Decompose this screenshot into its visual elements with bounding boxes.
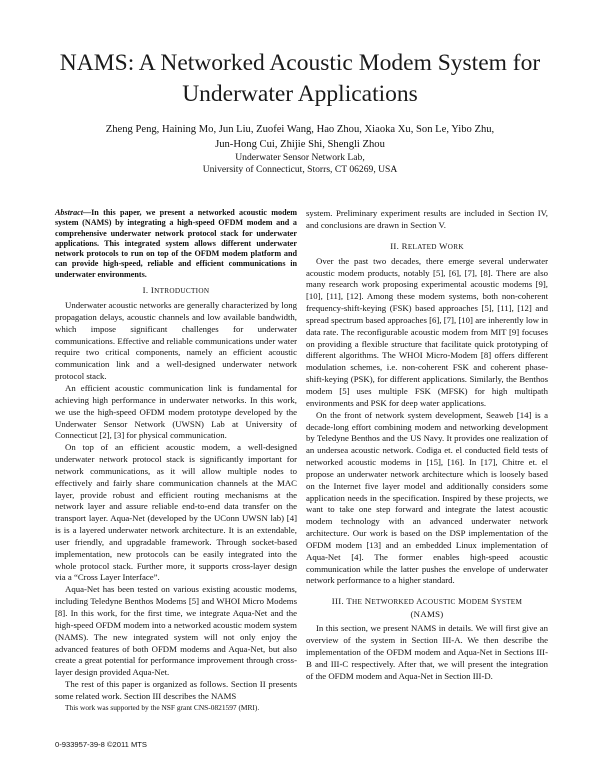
heading-initial: T: [346, 596, 353, 607]
abstract-label: Abstract: [55, 208, 83, 217]
heading-initial: N: [364, 596, 372, 607]
heading-initial: A: [416, 596, 423, 607]
authors-line-2: Jun-Hong Cui, Zhijie Shi, Shengli Zhou: [215, 138, 385, 150]
heading-initial: I: [150, 285, 155, 296]
abstract: [55, 208, 297, 280]
section-numeral: III.: [331, 596, 344, 607]
heading-rest: ELATED: [407, 242, 437, 251]
heading-initial: R: [401, 240, 408, 251]
right-body-1: [306, 208, 548, 232]
authors-line-1: Zheng Peng, Haining Mo, Jun Liu, Zuofei Wang, Hao Zhou, Xiaoka Xu, Son Le, Yibo Zhu,: [105, 124, 495, 135]
right-column: [306, 208, 548, 683]
body-paragraph: On top of an efficient acoustic modem, a well-designed underwater network protocol stack is significantly important for network communications, as it will allow multiple nodes to effectively and fairly share communication channels at the MAC layer, provide robust and efficient routing mechanisms at the network layer and assure reliable end-to-end data transfer on the transport layer. Aqua-Net (developed by the UConn UWSN lab) [4] is is a layered underwater network architecture. It is an extendable, user friendly, and upgradable framework. Through socket-based implementation, new protocols can be easily integrated into the whole protocol stack. Further more, it supports cross-layer design via a “Cross Layer Interface”.: [55, 442, 297, 583]
paper-title: NAMS: A Networked Acoustic Modem System for Underwater Applications: [59, 50, 541, 107]
heading-suffix: (NAMS): [410, 609, 444, 620]
body-paragraph: Aqua-Net has been tested on various existing acoustic modems, including Teledyne Benthos Modems [5] and WHOI Micro Modems [8]. In this work, for the first time, we integrate Aqua-Net and the high-speed OFDM modem into a networked acoustic modem system (NAMS). The new integrated system will not only enjoy the advanced features of both OFDM modems and Aqua-Net, but also create a great potential for performance improvement through cross-layer design provided Aqua-Net.: [55, 584, 297, 678]
section-heading-nams: [306, 595, 548, 620]
section-heading-related-work: [306, 240, 548, 253]
body-paragraph: On the front of network system development, Seaweb [14] is a decade-long effort combining modem and networking development by Teledyne Benthos and the US Navy. It provides one realization of an undersea acoustic network. Codiga et. el conducted field tests of networked acoustic modems in [15], [16]. In [17], Chitre et. el propose an underwater network architecture which is loosely based on the Internet five layer model and additionally considers some application needs in the specification. Inspired by these projects, we want to take one step forward and integrate the latest acoustic modem technology with an advanced underwater network architecture. Our work is based on the DSP implementation of the OFDM modem [13] and an embedded Linux implementation of Aqua-Net [4]. The former enables high-speed acoustic communication while the latter pushes the envelope of underwater network performance to a higher standard.: [306, 409, 548, 586]
heading-rest: ETWORKED: [371, 598, 415, 607]
affiliation: [60, 152, 540, 176]
copyright-notice: 0-933957-39-8 ©2011 MTS: [55, 740, 147, 749]
heading-rest: NTRODUCTION: [154, 287, 210, 296]
section-heading-introduction: [55, 284, 297, 297]
heading-rest: ODEM: [466, 598, 489, 607]
section-numeral: II.: [390, 240, 400, 251]
heading-initial: M: [458, 596, 467, 607]
heading-rest: HE: [352, 598, 363, 607]
body-paragraph: In this section, we present NAMS in details. We will first give an overview of the system in Section III-A. We then describe the implementation of the OFDM modem and Aqua-Net in Sections III-B and III-C respectively. After that, we will present the integration of the OFDM modem and Aqua-Net in Section III-D.: [306, 623, 548, 681]
heading-initial: W: [439, 240, 448, 251]
abstract-text: —In this paper, we present a networked acoustic modem system (NAMS) by integrating a high-speed OFDM modem and a comprehensive underwater network protocol stack for underwater applications. This integrated system allows different underwater network protocols to run on top of the OFDM modem platform and can provide high-speed, reliable and efficient communications in underwater environments.: [55, 208, 297, 279]
body-paragraph: Over the past two decades, there emerge several underwater acoustic modem products, notably [5], [6], [7], [8]. There are also many research work proposing experimental acoustic modems [9], [10], [11], [12]. Among these modem systems, both non-coherent frequency-shift-keying (FSK) based approaches [5], [11], [12] and spread spectrum based approaches [6], [7], [10] are inherently low in data rate. The reconfigurable acoustic modem from MIT [9] focuses on providing a flexible structure that facilitate quick prototyping of different algorithms. The WHOI Micro-Modem [8] offers different modulation schemes, i.e. non-coherent FSK and coherent phase-shift-keying (PSK), for different applications. Similarly, the Benthos modem [5] uses multiple FSK (MFSK) for high multipath environments and PSK for deep water applications.: [306, 255, 548, 408]
related-work-body: [306, 256, 548, 588]
section-numeral: I.: [142, 285, 149, 296]
body-paragraph: The rest of this paper is organized as follows. Section II presents some related work. Section III describes the NAMS: [55, 679, 297, 701]
body-paragraph: system. Preliminary experiment results are included in Section IV, and conclusions are drawn in Section V.: [306, 208, 548, 230]
affiliation-lab: Underwater Sensor Network Lab,: [235, 152, 365, 163]
body-paragraph: An efficient acoustic communication link is fundamental for achieving high performance in underwater networks. In this work, we use the high-speed OFDM modem prototype developed by the Underwater Sensor Network (UWSN) Lab at University of Connecticut [2], [3] for physical communication.: [55, 382, 297, 441]
body-paragraph: Underwater acoustic networks are generally characterized by long propagation delays, acoustic channels and low available bandwidth, which impose significant challenges for underwater communications. Effective and reliable communications under water require two critical components, namely an efficient acoustic communication link and a well-designed underwater network protocol stack.: [55, 300, 297, 382]
funding-footnote: This work was supported by the NSF grant CNS-0821597 (MRI).: [65, 702, 260, 712]
left-column: [55, 208, 297, 712]
affiliation-address: University of Connecticut, Storrs, CT 06269, USA: [202, 163, 398, 175]
heading-rest: ORK: [447, 242, 464, 251]
heading-rest: YSTEM: [496, 598, 523, 607]
nams-body: [306, 623, 548, 682]
heading-rest: COUSTIC: [422, 598, 456, 607]
heading-initial: S: [491, 596, 497, 607]
author-list: [60, 123, 540, 152]
intro-body: [55, 300, 297, 703]
